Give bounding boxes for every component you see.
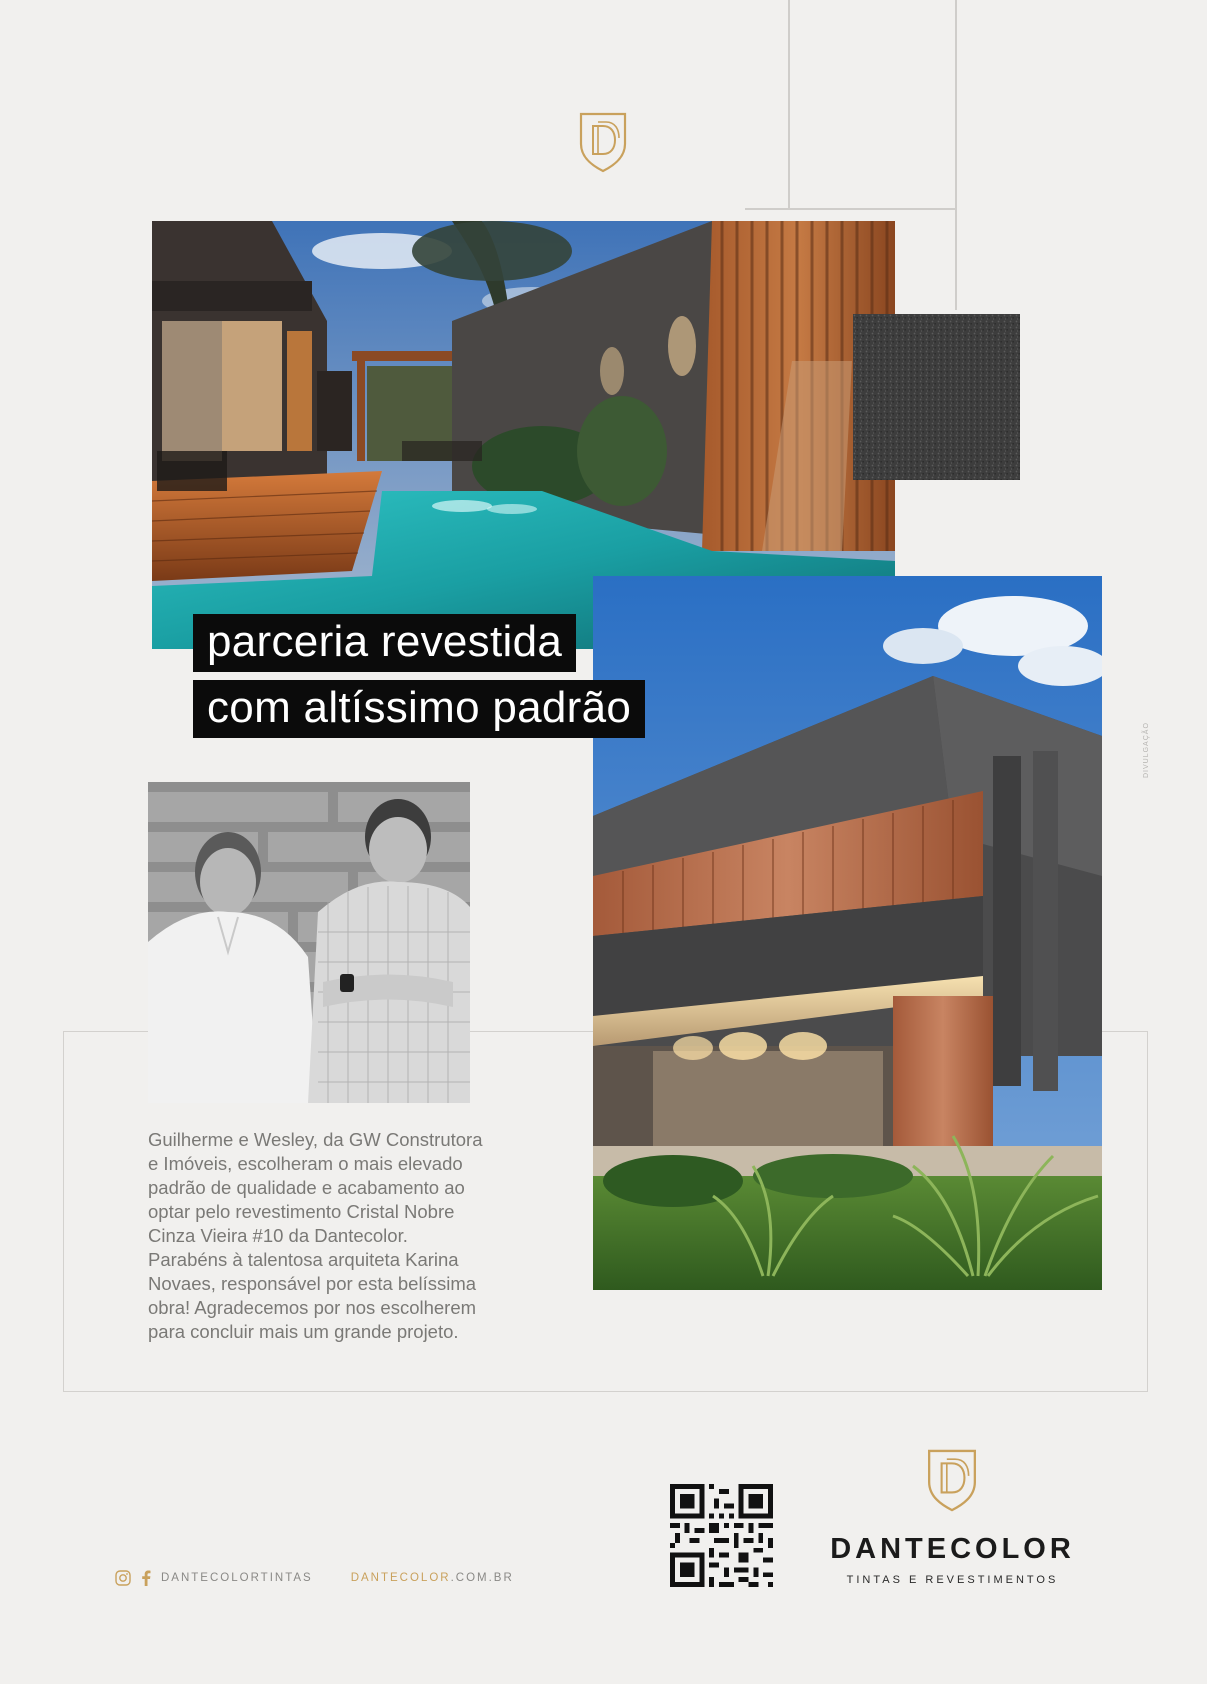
footer-social (115, 1570, 514, 1586)
logo-shield-icon (925, 1446, 979, 1514)
photo-credit: DIVULGAÇÃO (1143, 722, 1150, 778)
website-link[interactable] (351, 1572, 514, 1584)
headline (193, 614, 645, 738)
logo-shield-icon (577, 110, 629, 174)
rule-vertical-1 (788, 0, 790, 210)
instagram-icon[interactable] (115, 1570, 131, 1586)
rule-horizontal-top (745, 208, 957, 210)
body-line: para concluir mais um grande projeto. (148, 1321, 459, 1342)
photo-house-facade (593, 576, 1102, 1290)
body-line: Parabéns à talentosa arquiteta Karina (148, 1249, 459, 1270)
texture-swatch (853, 314, 1020, 480)
body-line: padrão de qualidade e acabamento ao (148, 1177, 465, 1198)
brand-block (800, 1532, 1105, 1586)
body-line: e Imóveis, escolheram o mais elevado (148, 1153, 463, 1174)
facebook-icon[interactable] (141, 1570, 151, 1586)
body-line: Novaes, responsável por esta belíssima (148, 1273, 477, 1294)
body-line: obra! Agradecemos por nos escolherem (148, 1297, 477, 1318)
headline-line-2: com altíssimo padrão (193, 680, 645, 738)
social-handle[interactable]: DANTECOLORTINTAS (161, 1572, 313, 1584)
rule-vertical-2 (955, 0, 957, 310)
body-line: Cinza Vieira #10 da Dantecolor. (148, 1225, 408, 1246)
body-paragraph (148, 1128, 548, 1344)
website-brand: DANTECOLOR (350, 1572, 451, 1584)
body-line: optar pelo revestimento Cristal Nobre (148, 1201, 455, 1222)
brand-tagline: TINTAS E REVESTIMENTOS (846, 1574, 1059, 1586)
qr-code-icon[interactable] (670, 1484, 773, 1587)
body-line: Guilherme e Wesley, da GW Construtora (148, 1129, 483, 1150)
website-suffix: .COM.BR (450, 1572, 514, 1584)
photo-founders-portrait (148, 782, 470, 1103)
brand-name: DANTECOLOR (830, 1533, 1075, 1565)
headline-line-1: parceria revestida (193, 614, 576, 672)
